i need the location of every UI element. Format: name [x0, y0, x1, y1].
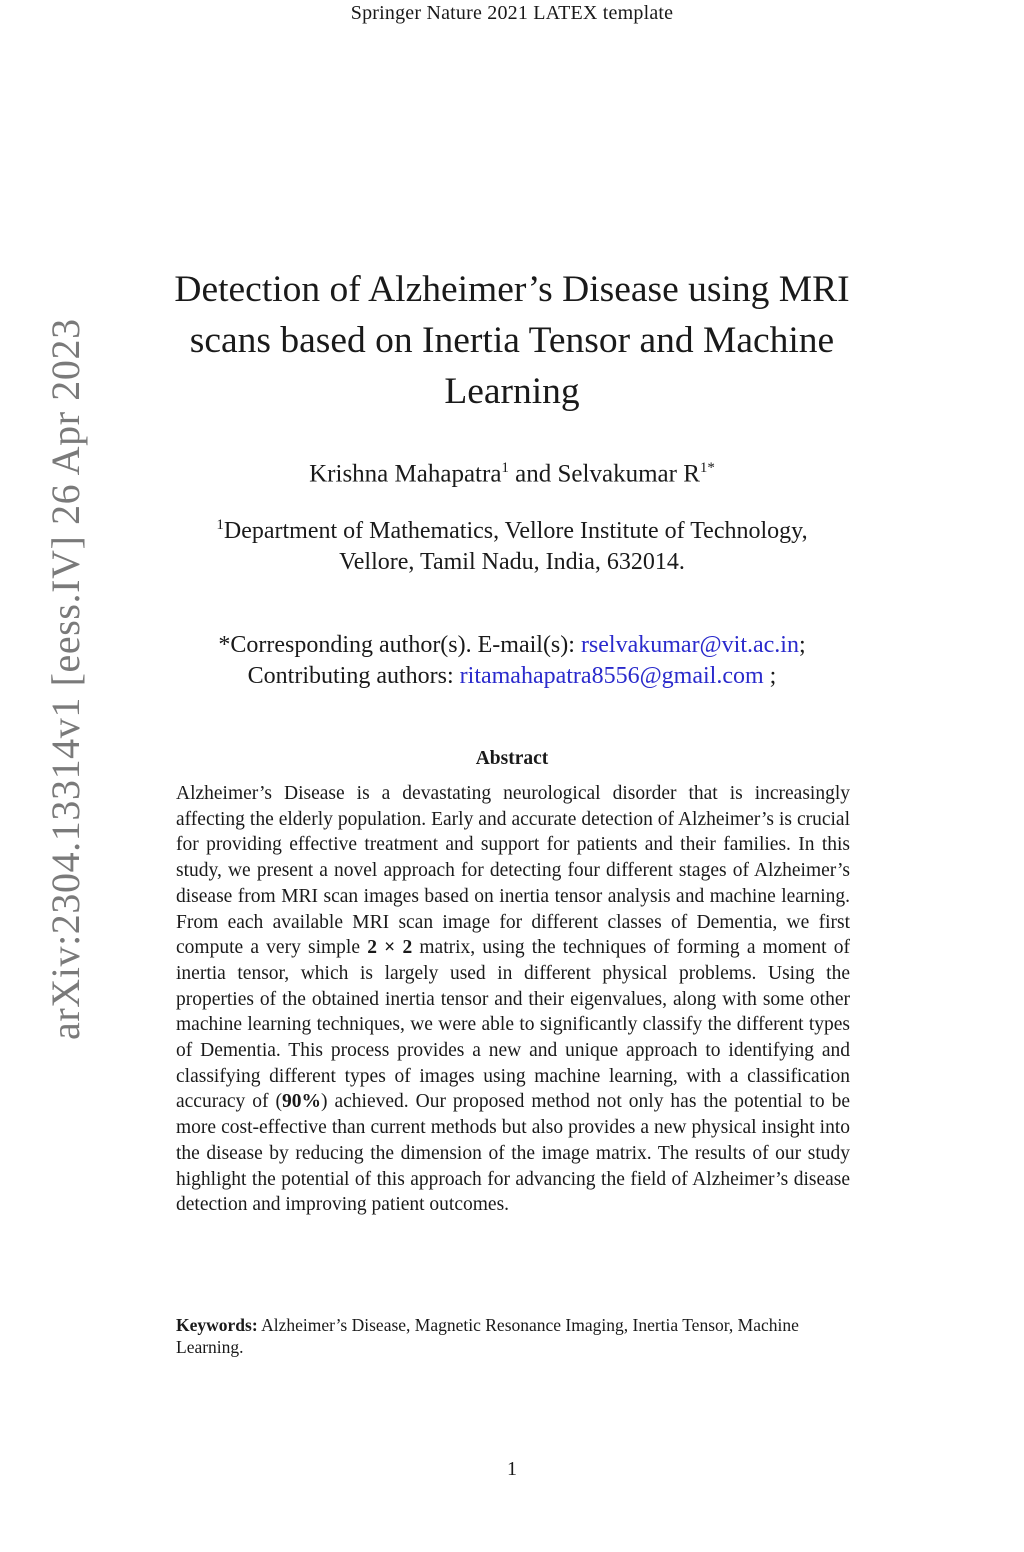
abstract-text: matrix, using the techniques of forming a moment of inertia tensor, which is largely used in different physical problems. Using the properties of the obtained inertia tensor and their eigenvalues, along with some other machine learning techniques, we were able to significantly classify the different types of Dementia. This process provides a new and unique approach to identifying and classifying different types of images using machine learning, with a classification accuracy of ( — [176, 937, 850, 1113]
corresponding-author-block — [130, 630, 894, 692]
author-list — [130, 460, 894, 488]
corresponding-prefix: *Corresponding author(s). E-mail(s): — [218, 632, 581, 658]
affiliation-mark: 1 — [501, 460, 509, 476]
author-name: Krishna Mahapatra — [309, 460, 502, 488]
affiliation-line: Vellore, Tamil Nadu, India, 632014. — [339, 549, 685, 575]
arxiv-identifier-stamp: arXiv:2304.13314v1 [eess.IV] 26 Apr 2023 — [43, 318, 88, 1040]
keywords-text: Alzheimer’s Disease, Magnetic Resonance Imaging, Inertia Tensor, Machine Learning. — [176, 1315, 799, 1357]
abstract-text: ) achieved. Our proposed method not only has the potential to be more cost-effective than current methods but also provides a new physical insight into the disease by reducing the dimension of the image matrix. The results of our study highlight the potential of this approach for advancing the field of Alzheimer’s disease detection and improving patient outcomes. — [176, 1091, 850, 1216]
affiliation-mark: 1 — [216, 517, 224, 533]
contributing-email-link[interactable]: ritamahapatra8556@gmail.com — [459, 663, 764, 689]
abstract-text: Alzheimer’s Disease is a devastating neurological disorder that is increasingly affecting the elderly population. Early and accurate detection of Alzheimer’s is crucial for providing effective treatment and support for patients and their families. In this study, we present a novel approach for detecting four different stages of Alzheimer’s disease from MRI scan images based on inertia tensor analysis and machine learning. From each available MRI scan image for different classes of Dementia, we first compute a very simple — [176, 783, 850, 959]
contributing-suffix: ; — [763, 663, 777, 689]
corresponding-suffix: ; — [798, 632, 806, 658]
keywords-label: Keywords: — [176, 1315, 258, 1335]
affiliation-mark: 1* — [699, 460, 715, 476]
keywords — [176, 1314, 816, 1358]
author-name: Selvakumar R — [557, 460, 700, 488]
author-conjunction: and — [508, 460, 558, 488]
paper-title: Detection of Alzheimer’s Disease using MRI scans based on Inertia Tensor and Machine Learning — [174, 269, 850, 412]
affiliation-line: Department of Mathematics, Vellore Institute of Technology, — [223, 518, 808, 544]
abstract-heading: Abstract — [475, 748, 549, 769]
corresponding-email-link[interactable]: rselvakumar@vit.ac.in — [580, 632, 799, 658]
affiliation — [150, 510, 874, 578]
contributing-prefix: Contributing authors: — [247, 663, 460, 689]
matrix-size: 2 × 2 — [367, 937, 413, 959]
page-number: 1 — [507, 1458, 517, 1480]
abstract-body — [176, 781, 850, 1218]
running-head: Springer Nature 2021 LATEX template — [350, 2, 674, 24]
accuracy-value: 90% — [281, 1091, 321, 1113]
